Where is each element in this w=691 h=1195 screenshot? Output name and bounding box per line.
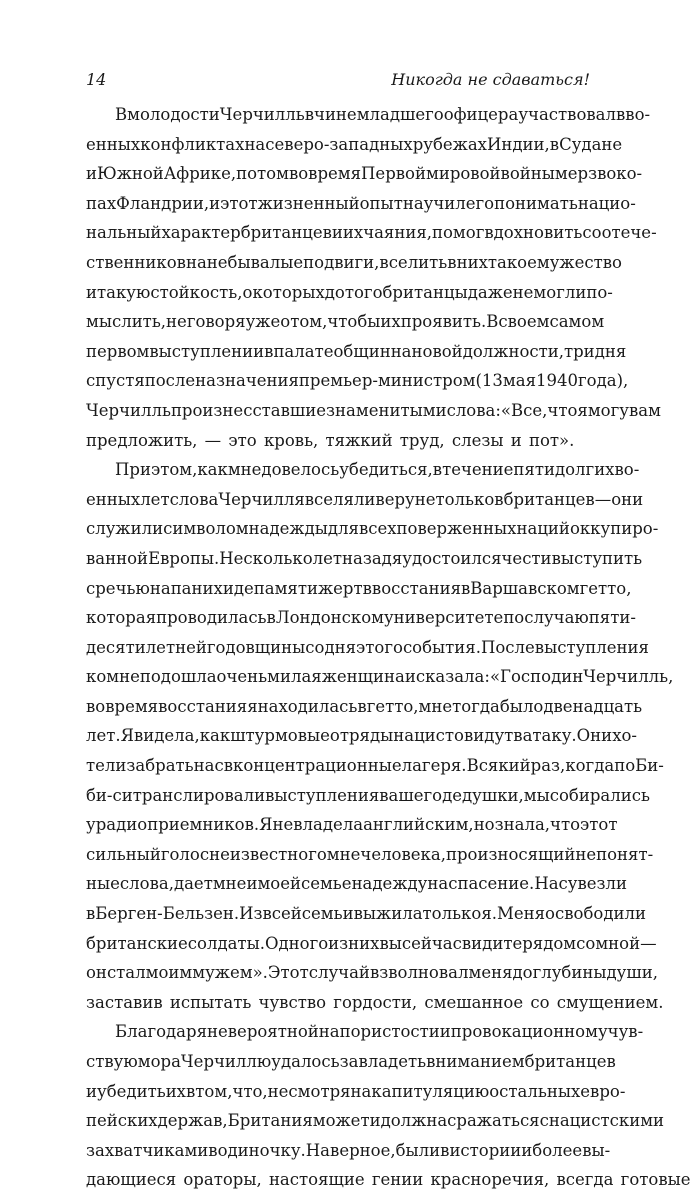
- text-line: он стал моим мужем». Этот случай взволновал меня до глубины души,: [86, 963, 658, 983]
- text-line: би-си транслировали выступления вашего дедушки, мы собирались: [86, 785, 650, 805]
- text-line: енных конфликтах на северо-западных рубежах Индии, в Судане: [86, 134, 623, 154]
- text-line: При этом, как мне довелось убедиться, в течение пяти долгих во-: [115, 460, 640, 480]
- text-line: ству юмора Черчиллю удалось завладеть вниманием британцев: [86, 1052, 616, 1071]
- paragraph: [86, 455, 674, 1017]
- text-line: и убедить их в том, что, несмотря на капитуляцию остальных евро-: [86, 1081, 626, 1101]
- text-line: Черчилль произнес ставшие знаменитыми слова: «Все, что я могу вам: [86, 400, 661, 420]
- text-line: ственников на небывалые подвиги, вселить в них такое мужество: [86, 252, 622, 272]
- text-line: енных лет слова Черчилля вселяли веру не только в британцев — они: [86, 489, 644, 509]
- text-line: спустя после назначения премьер-министром (13 мая 1940 года),: [86, 371, 629, 391]
- text-line: служили символом надежды для всех поверженных наций оккупиро-: [86, 519, 659, 539]
- running-title: Никогда не сдаваться!: [391, 70, 590, 89]
- text-line: с речью на панихиде памяти жертв восстания в Варшавском гетто,: [86, 578, 632, 598]
- text-line: пах Фландрии, и этот жизненный опыт научил его понимать нацио-: [86, 193, 636, 213]
- text-line: нальный характер британцев и их чаяния, помог вдохновить соотече-: [86, 223, 657, 243]
- text-line: сильный голос неизвестного мне человека, произносящий непонят-: [86, 844, 654, 864]
- text-line: первом выступлении в палате общин на новой должности, три дня: [86, 341, 627, 361]
- text-line: тели забрать нас в концентрационные лагеря. Всякий раз, когда по Би-: [86, 756, 664, 776]
- body-text: [86, 100, 691, 1195]
- text-line: десятилетней годовщины со дня этого события. После выступления: [86, 637, 649, 657]
- text-line: которая проводилась в Лондонском университете по случаю пяти-: [86, 608, 636, 628]
- text-line: заставив испытать чувство гордости, смешанное со смущением.: [86, 992, 664, 1012]
- running-header: [86, 70, 590, 92]
- text-line: у радиоприемников. Я не владела английским, но знала, что этот: [86, 815, 618, 835]
- text-line: захватчиками в одиночку. Наверное, были в истории и более вы-: [86, 1140, 611, 1160]
- text-line: ко мне подошла очень милая женщина и сказала: «Господин Черчилль,: [86, 667, 674, 687]
- text-line: Благодаря невероятной напористости и провокационному чув-: [115, 1022, 644, 1042]
- text-line: предложить, — это кровь, тяжкий труд, слезы и пот».: [86, 430, 575, 450]
- text-line: мыслить, не говоря уже о том, чтобы их проявить. В своем самом: [86, 312, 605, 332]
- text-line: и Южной Африке, потом во время Первой мировой войны мерз в око-: [86, 164, 643, 184]
- paragraph: [86, 100, 661, 455]
- text-line: дающиеся ораторы, настоящие гении красноречия, всегда готовые: [86, 1170, 691, 1190]
- text-line: и такую стойкость, о которых до того британцы даже не могли по-: [86, 282, 613, 302]
- text-line: ные слова, дает мне и моей семье надежду на спасение. Нас увезли: [86, 874, 628, 894]
- text-line: во время восстания я находилась в гетто, мне тогда было двенадцать: [86, 696, 643, 716]
- text-line: пейских держав, Британия может и должна сражаться с нацистскими: [86, 1111, 665, 1131]
- page-number: 14: [86, 70, 107, 89]
- text-line: В молодости Черчилль в чине младшего офицера участвовал в во-: [115, 105, 651, 124]
- text-line: британские солдаты. Одного из них вы сейчас видите рядом со мной —: [86, 933, 657, 953]
- text-line: ванной Европы. Несколько лет назад я удостоился чести выступить: [86, 548, 643, 568]
- paragraph: [86, 1017, 691, 1195]
- text-line: лет. Я видела, как штурмовые отряды нацистов идут в атаку. Они хо-: [86, 726, 638, 746]
- text-line: в Берген-Бельзен. Из всей семьи выжила только я. Меня освободили: [86, 904, 646, 924]
